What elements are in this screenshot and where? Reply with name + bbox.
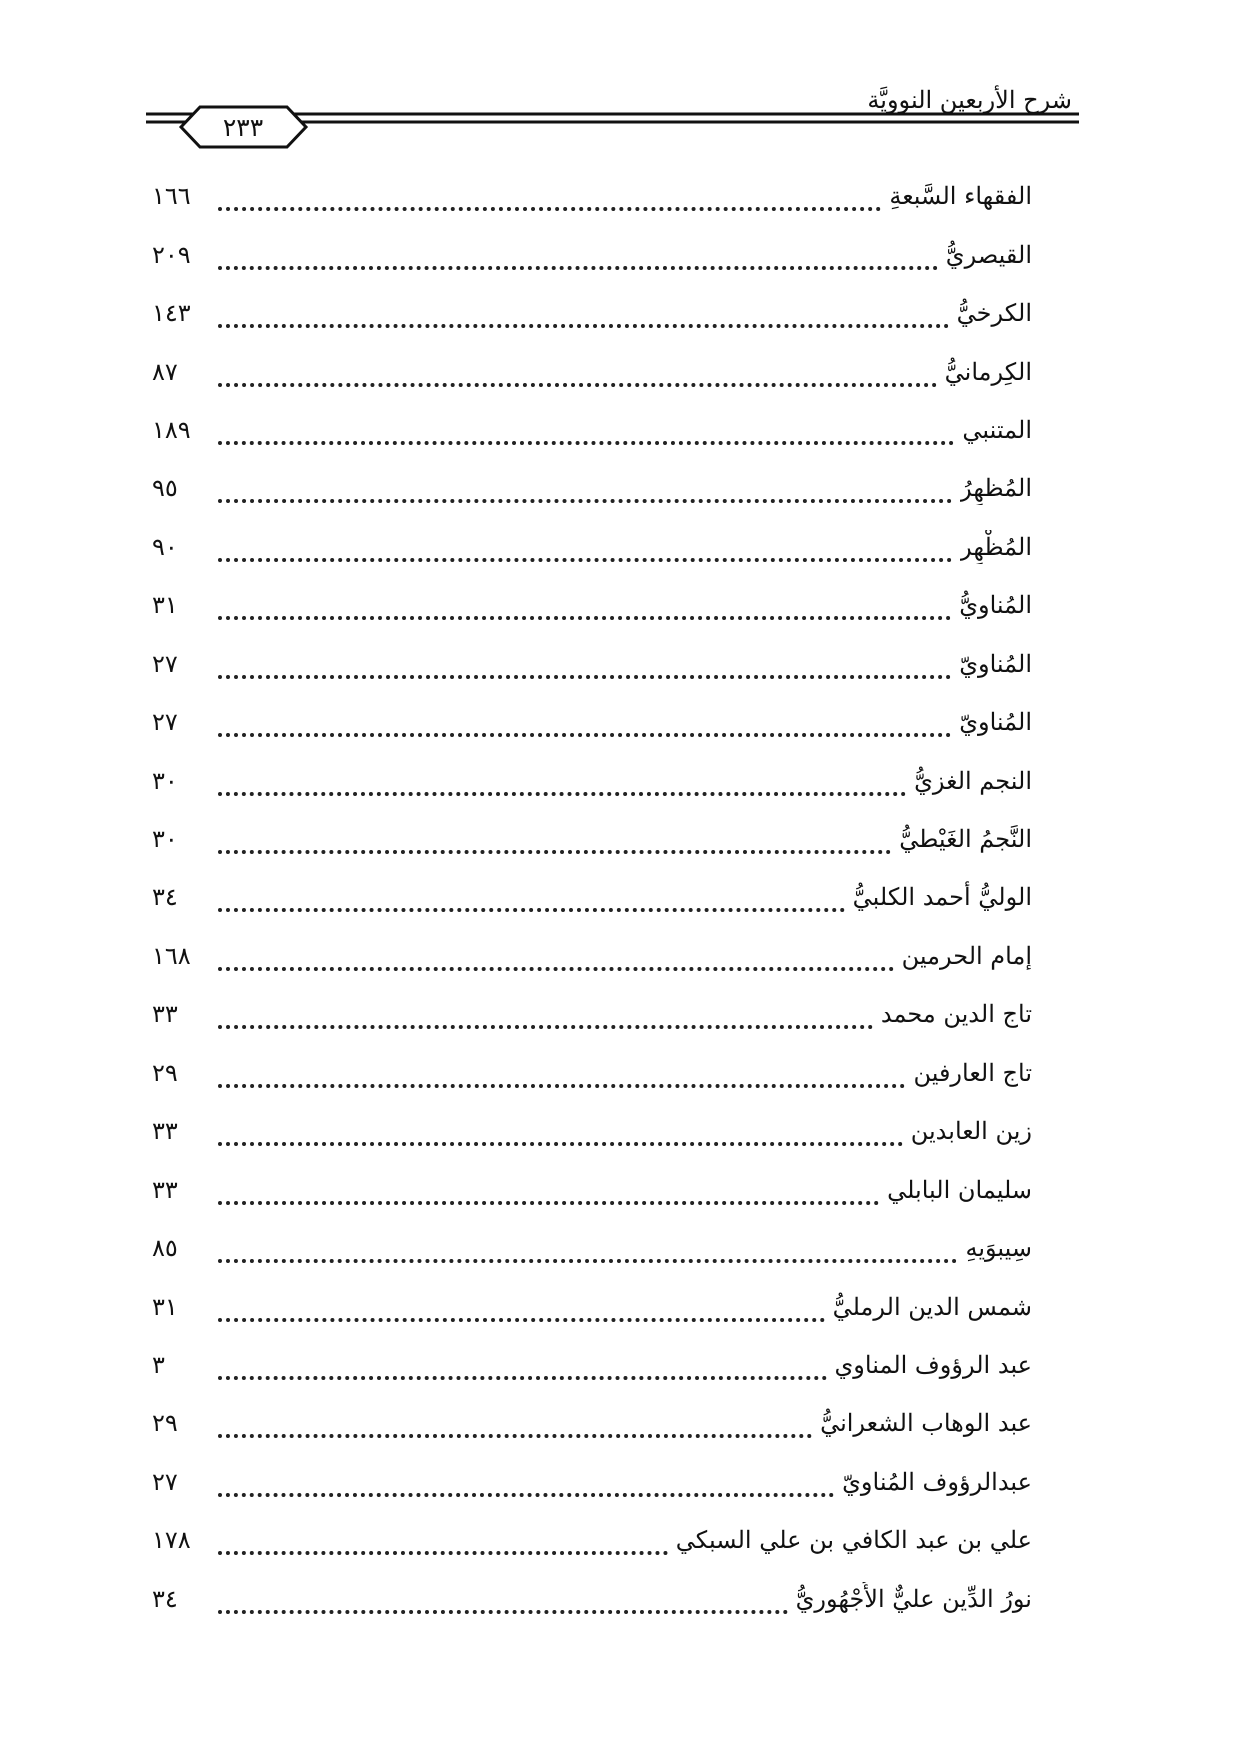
index-list — [152, 167, 1032, 1628]
index-entry — [152, 1219, 1032, 1277]
dot-leader — [218, 1070, 905, 1088]
index-entry-page: ٣٤ — [152, 883, 178, 912]
index-entry-page: ٣٤ — [152, 1584, 178, 1613]
index-entry — [152, 1102, 1032, 1160]
index-entry — [152, 167, 1032, 225]
index-entry-name: المُظْهِر — [960, 532, 1032, 561]
index-entry-name: زين العابدين — [910, 1117, 1032, 1146]
index-entry-name: نورُ الدِّين عليٌّ الأُجْهُوريُّ — [795, 1584, 1032, 1613]
dot-leader — [218, 1128, 903, 1146]
index-entry — [152, 518, 1032, 576]
index-entry-page: ٣١ — [152, 591, 178, 620]
index-entry-page: ٣٣ — [152, 1000, 178, 1029]
index-entry-name: المُناويُّ — [959, 591, 1032, 620]
index-entry-name: عبد الرؤوف المناوي — [834, 1350, 1032, 1379]
index-entry — [152, 927, 1032, 985]
index-entry-page: ٩٥ — [152, 474, 178, 503]
dot-leader — [218, 1011, 873, 1029]
index-entry-name: الكرخيُّ — [956, 299, 1032, 328]
dot-leader — [218, 1537, 668, 1555]
index-entry-name: تاج الدين محمد — [880, 1000, 1032, 1029]
dot-leader — [218, 427, 954, 445]
dot-leader — [218, 1245, 957, 1263]
dot-leader — [218, 1187, 879, 1205]
index-entry — [152, 985, 1032, 1043]
dot-leader — [218, 1479, 834, 1497]
dot-leader — [218, 953, 894, 971]
index-entry-name: المُناويّ — [959, 708, 1032, 737]
index-entry-name: علي بن عبد الكافي بن علي السبكي — [675, 1526, 1032, 1555]
index-entry-page: ٨٥ — [152, 1234, 178, 1263]
index-entry — [152, 1453, 1032, 1511]
index-entry — [152, 342, 1032, 400]
index-entry — [152, 225, 1032, 283]
index-entry-name: إمام الحرمين — [901, 941, 1032, 970]
index-entry-page: ٩٠ — [152, 532, 178, 561]
index-entry — [152, 401, 1032, 459]
index-entry-page: ١٧٨ — [152, 1526, 191, 1555]
index-entry — [152, 751, 1032, 809]
index-entry-page: ١٦٦ — [152, 182, 191, 211]
dot-leader — [218, 1362, 827, 1380]
dot-leader — [218, 719, 951, 737]
index-entry-name: المتنبي — [962, 415, 1032, 444]
dot-leader — [218, 894, 845, 912]
index-entry — [152, 576, 1032, 634]
dot-leader — [218, 544, 952, 562]
dot-leader — [218, 602, 951, 620]
index-entry-page: ٨٧ — [152, 357, 178, 386]
dot-leader — [218, 485, 952, 503]
index-entry-name: تاج العارفين — [913, 1058, 1032, 1087]
index-entry-name: الوليُّ أحمد الكلبيُّ — [852, 883, 1032, 912]
dot-leader — [218, 369, 937, 387]
index-entry-page: ٢٠٩ — [152, 240, 191, 269]
index-entry-page: ٣١ — [152, 1292, 178, 1321]
index-entry-name: النَّجمُ الغَيْطيُّ — [899, 825, 1032, 854]
index-entry-page: ٣٠ — [152, 825, 178, 854]
index-entry — [152, 1277, 1032, 1335]
dot-leader — [218, 193, 881, 211]
index-entry-page: ٣٣ — [152, 1175, 178, 1204]
index-entry-name: المُناويّ — [959, 649, 1032, 678]
index-entry-name: الفقهاء السَّبعةِ — [889, 182, 1032, 211]
index-entry-page: ٢٩ — [152, 1058, 178, 1087]
index-entry-page: ١٨٩ — [152, 415, 191, 444]
index-entry — [152, 1160, 1032, 1218]
dot-leader — [218, 836, 891, 854]
dot-leader — [218, 310, 949, 328]
index-entry — [152, 1570, 1032, 1628]
index-entry-name: شمس الدين الرمليُّ — [832, 1292, 1032, 1321]
index-entry-page: ٣٣ — [152, 1117, 178, 1146]
index-entry-page: ١٦٨ — [152, 941, 191, 970]
index-entry-name: القيصريُّ — [945, 240, 1032, 269]
index-entry — [152, 284, 1032, 342]
index-entry — [152, 1394, 1032, 1452]
index-entry-page: ٣ — [152, 1350, 165, 1379]
index-entry-page: ٢٧ — [152, 1467, 178, 1496]
dot-leader — [218, 1420, 812, 1438]
index-entry-name: سِيبوَيهِ — [965, 1234, 1032, 1263]
page-number: ٢٣٣ — [222, 113, 264, 142]
dot-leader — [218, 252, 938, 270]
dot-leader — [218, 1596, 788, 1614]
index-entry — [152, 1336, 1032, 1394]
dot-leader — [218, 661, 951, 679]
index-entry — [152, 1044, 1032, 1102]
index-entry — [152, 810, 1032, 868]
index-entry-name: المُظهِرُ — [960, 474, 1032, 503]
index-entry-page: ٢٧ — [152, 649, 178, 678]
index-entry-name: عبد الوهاب الشعرانيُّ — [820, 1409, 1032, 1438]
index-entry-page: ١٤٣ — [152, 299, 191, 328]
index-entry-name: النجم الغزيُّ — [914, 766, 1032, 795]
index-entry-name: سليمان البابلي — [887, 1175, 1032, 1204]
index-entry-name: الكِرمانيُّ — [944, 357, 1032, 386]
index-entry — [152, 693, 1032, 751]
index-entry-page: ٣٠ — [152, 766, 178, 795]
index-entry — [152, 1511, 1032, 1569]
index-entry-page: ٢٩ — [152, 1409, 178, 1438]
index-entry — [152, 868, 1032, 926]
dot-leader — [218, 1304, 825, 1322]
index-entry-page: ٢٧ — [152, 708, 178, 737]
dot-leader — [218, 778, 906, 796]
running-header-title: شرح الأربعين النوويَّة — [867, 86, 1072, 114]
index-entry-name: عبدالرؤوف المُناويّ — [842, 1467, 1032, 1496]
index-entry — [152, 459, 1032, 517]
index-entry — [152, 635, 1032, 693]
